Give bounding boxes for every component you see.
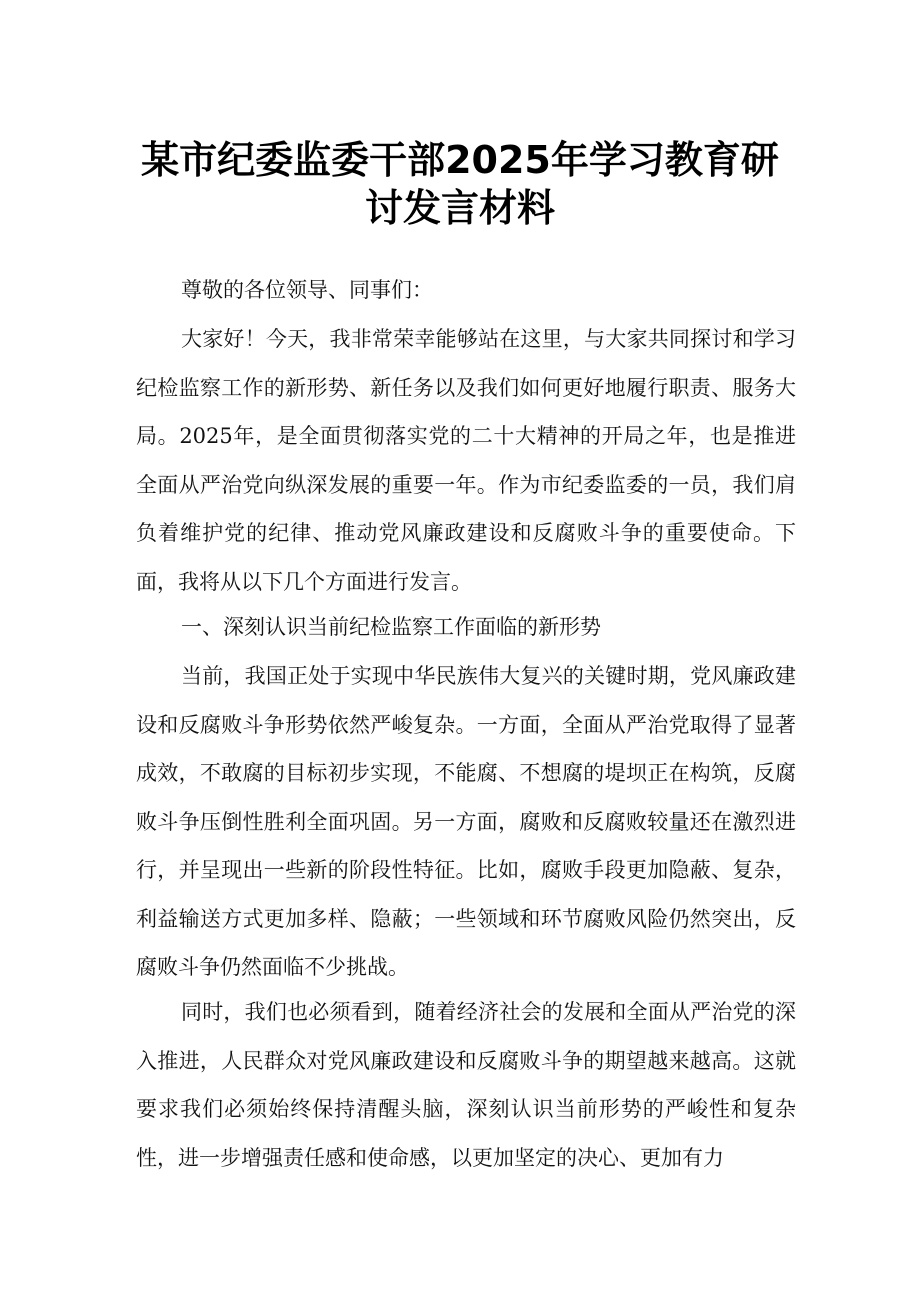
salutation: 尊敬的各位领导、同事们： — [181, 278, 433, 302]
document-title-line-1: 某市纪委监委干部2025年学习教育研 — [141, 138, 779, 182]
intro-paragraph: 大家好！今天，我非常荣幸能够站在这里，与大家共同探讨和学习纪检监察工作的新形势、新任务以及我们如何更好地履行职责、服务大局。2025年，是全面贯彻落实党的二十大精神的开局之年，也是推进全面从严治党向纵深发展的重要一年。作为市纪委监委的一员，我们肩负着维护党的纪律、推动党风廉政建设和反腐败斗争的重要使命。下面，我将从以下几个方面进行发言。 — [136, 327, 796, 594]
document-title-line-2: 讨发言材料 — [364, 186, 555, 230]
section-heading: 一、深刻认识当前纪检监察工作面临的新形势 — [181, 615, 601, 639]
body-paragraph: 同时，我们也必须看到，随着经济社会的发展和全面从严治党的深入推进，人民群众对党风廉政建设和反腐败斗争的期望越来越高。这就要求我们必须始终保持清醒头脑，深刻认识当前形势的严峻性和复杂性，进一步增强责任感和使命感，以更加坚定的决心、更加有力 — [136, 1000, 796, 1170]
body-paragraph: 当前，我国正处于实现中华民族伟大复兴的关键时期，党风廉政建设和反腐败斗争形势依然严峻复杂。一方面，全面从严治党取得了显著成效，不敢腐的目标初步实现，不能腐、不想腐的堤坝正在构筑，反腐败斗争压倒性胜利全面巩固。另一方面，腐败和反腐败较量还在激烈进行，并呈现出一些新的阶段性特征。比如，腐败手段更加隐蔽、复杂，利益输送方式更加多样、隐蔽；一些领域和环节腐败风险仍然突出，反腐败斗争仍然面临不少挑战。 — [136, 664, 796, 979]
